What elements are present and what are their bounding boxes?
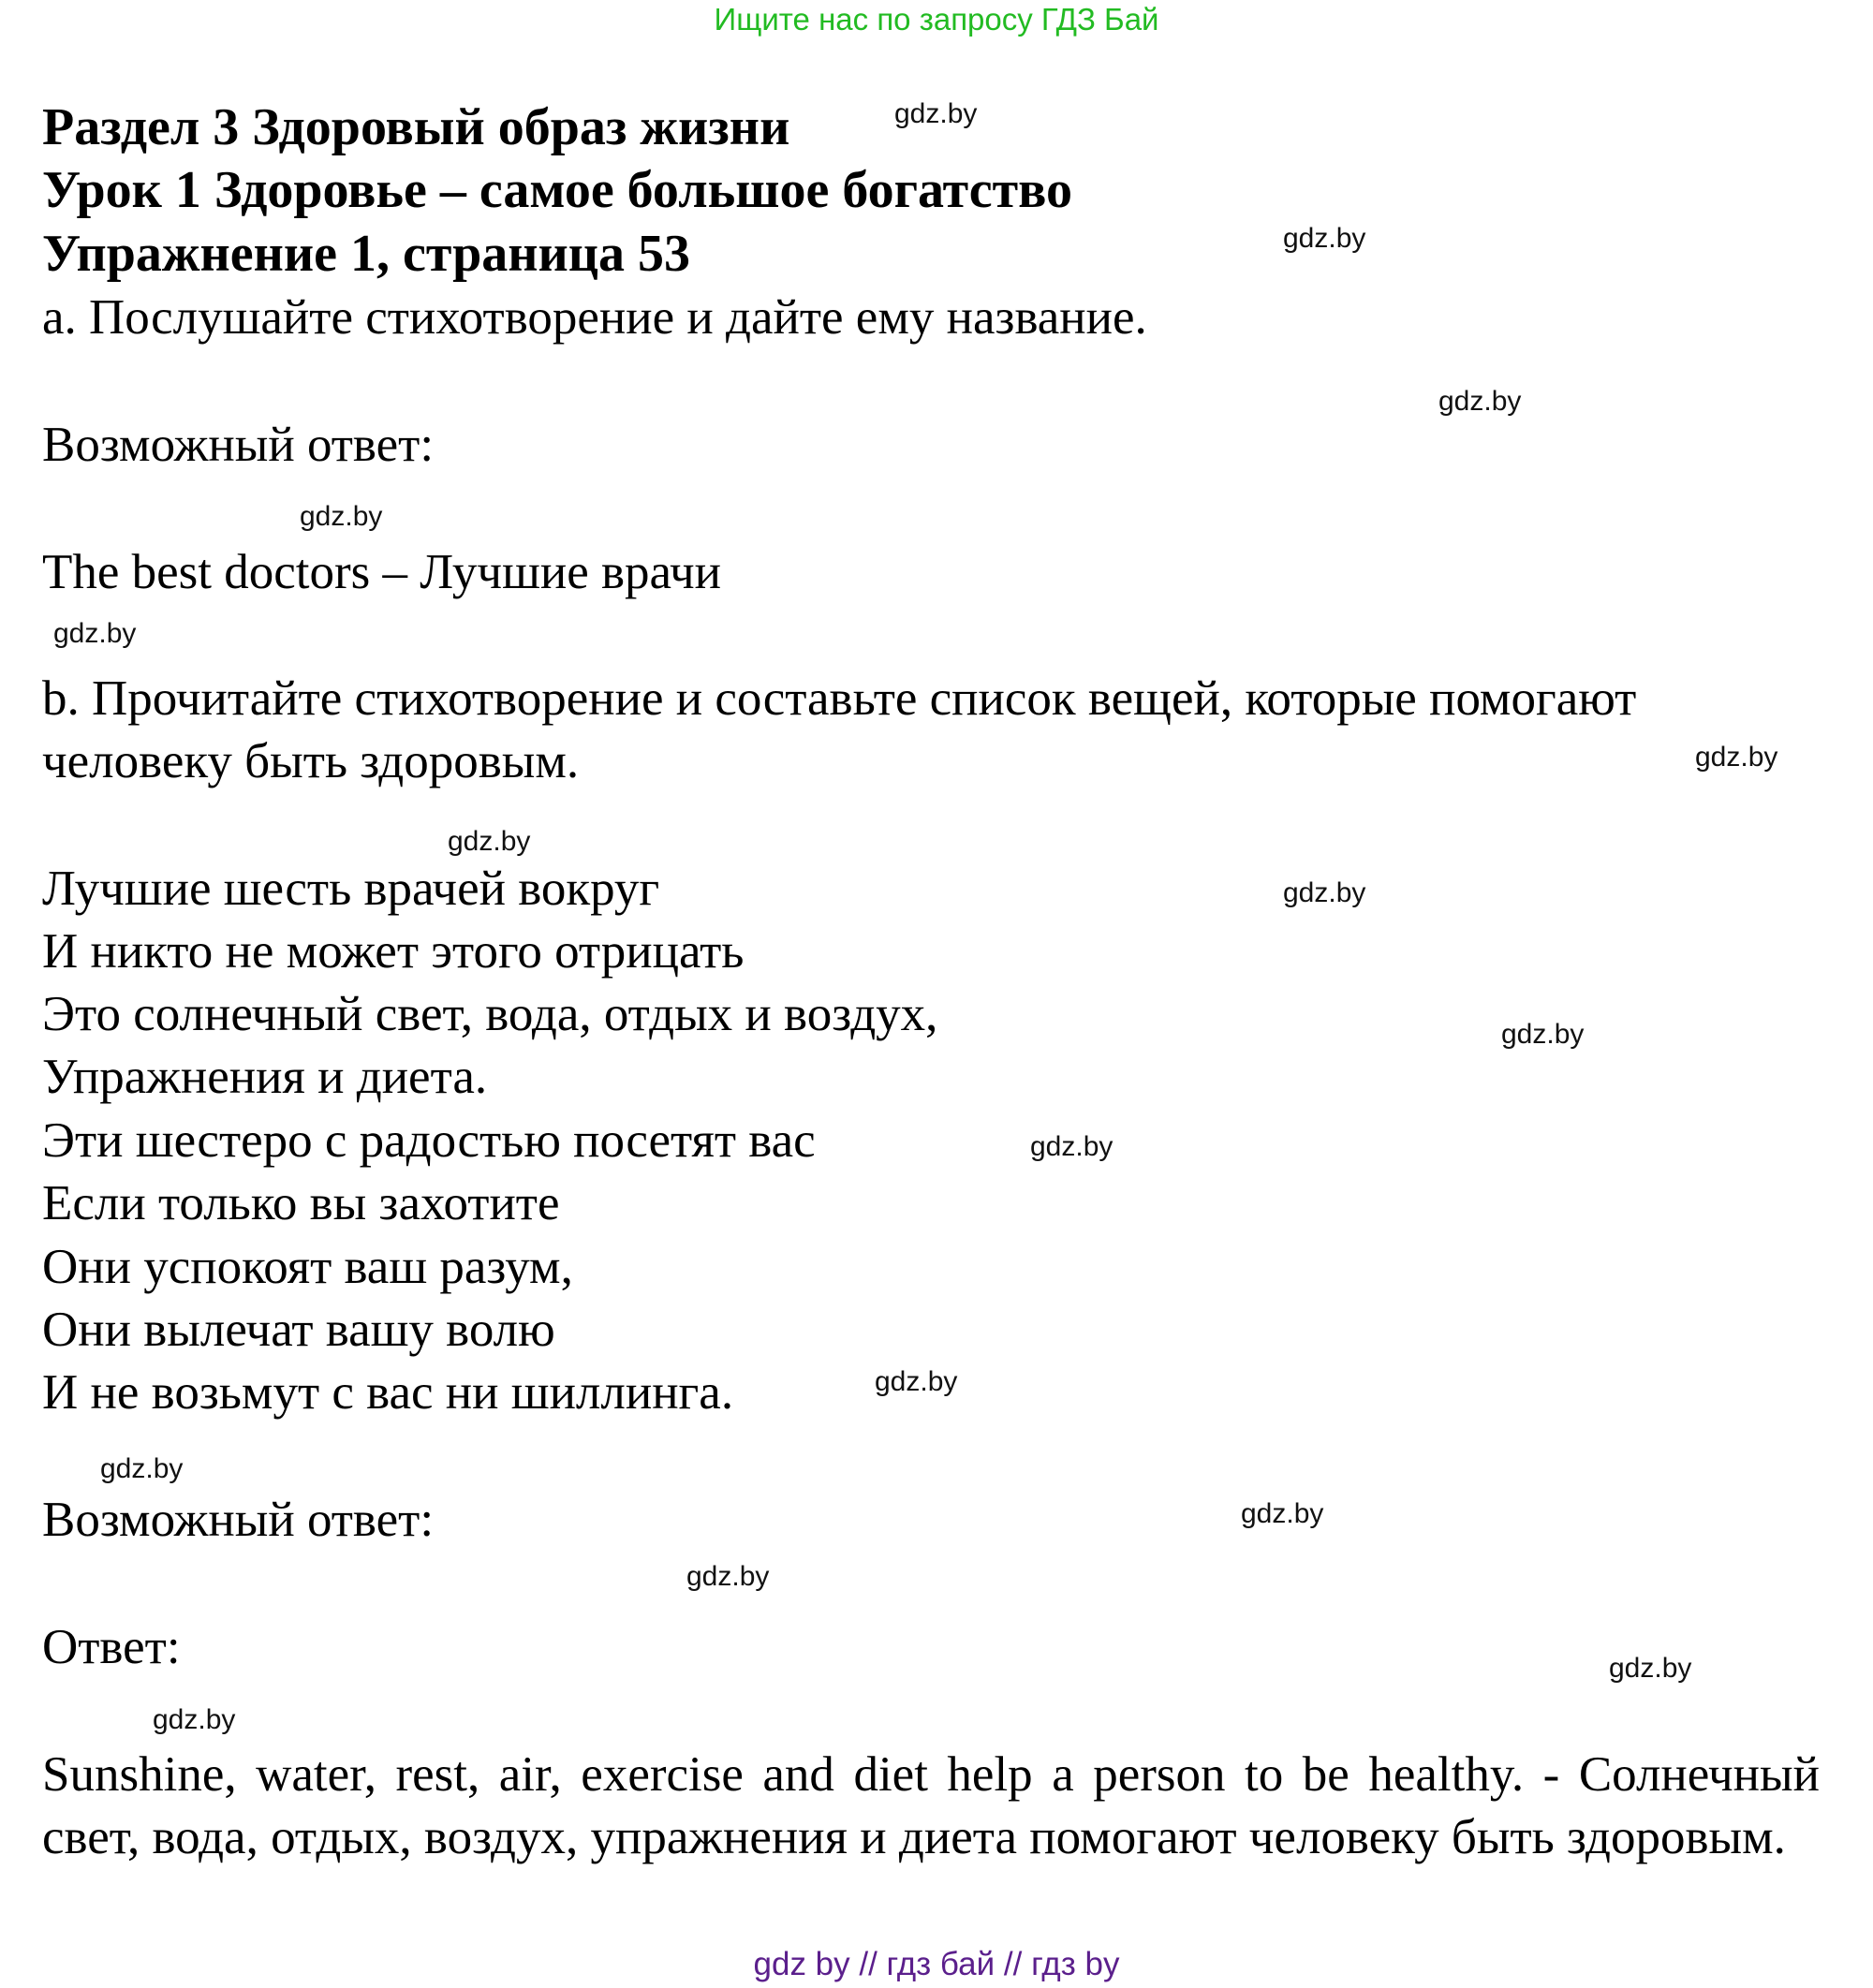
final-answer: Sunshine, water, rest, air, exercise and diet help a person to be healthy. - Солнечный свет, вода, отдых, воздух, упражнения и диета помогают человеку быть здоровым. <box>42 1747 1820 1864</box>
watermark: gdz.by <box>686 1561 770 1592</box>
poem-line: Это солнечный свет, вода, отдых и воздух, <box>42 987 938 1041</box>
watermark: gdz.by <box>153 1704 236 1735</box>
task-a: a. Послушайте стихотворение и дайте ему название. <box>42 290 1147 345</box>
watermark: gdz.by <box>1695 742 1778 773</box>
watermark: gdz.by <box>1241 1498 1324 1529</box>
watermark: gdz.by <box>448 826 531 857</box>
task-b-line-2: человеку быть здоровым. <box>42 734 580 788</box>
watermark: gdz.by <box>875 1366 958 1397</box>
possible-answer-label-2: Возможный ответ: <box>42 1493 435 1547</box>
watermark: gdz.by <box>100 1453 184 1484</box>
watermark: gdz.by <box>1501 1019 1585 1050</box>
possible-answer-label: Возможный ответ: <box>42 418 435 472</box>
top-banner: Ищите нас по запросу ГДЗ Бай <box>714 2 1159 37</box>
watermark: gdz.by <box>300 501 383 532</box>
poem-line: Они успокоят ваш разум, <box>42 1240 573 1294</box>
poem-line: Лучшие шесть врачей вокруг <box>42 861 660 916</box>
watermark: gdz.by <box>1438 386 1522 417</box>
watermark: gdz.by <box>1283 877 1366 908</box>
exercise-heading: Упражнение 1, страница 53 <box>42 225 691 283</box>
watermark: gdz.by <box>53 618 137 649</box>
section-heading: Раздел 3 Здоровый образ жизни <box>42 98 790 156</box>
footer-links: gdz by // гдз бай // гдз by <box>753 1946 1120 1982</box>
watermark: gdz.by <box>1283 223 1366 254</box>
lesson-heading: Урок 1 Здоровье – самое большое богатство <box>42 161 1073 219</box>
poem-line: Эти шестеро с радостью посетят вас <box>42 1113 816 1168</box>
title-answer: The best doctors – Лучшие врачи <box>42 545 721 599</box>
task-b-line-1: b. Прочитайте стихотворение и составьте список вещей, которые помогают <box>42 671 1637 726</box>
poem-line: И не возьмут с вас ни шиллинга. <box>42 1365 734 1420</box>
poem-line: И никто не может этого отрицать <box>42 924 745 979</box>
poem-line: Если только вы захотите <box>42 1176 560 1230</box>
watermark: gdz.by <box>1609 1653 1692 1684</box>
poem-line: Они вылечат вашу волю <box>42 1303 555 1357</box>
answer-label: Ответ: <box>42 1620 181 1674</box>
watermark: gdz.by <box>1030 1131 1113 1162</box>
poem-line: Упражнения и диета. <box>42 1050 488 1104</box>
watermark: gdz.by <box>894 98 978 129</box>
